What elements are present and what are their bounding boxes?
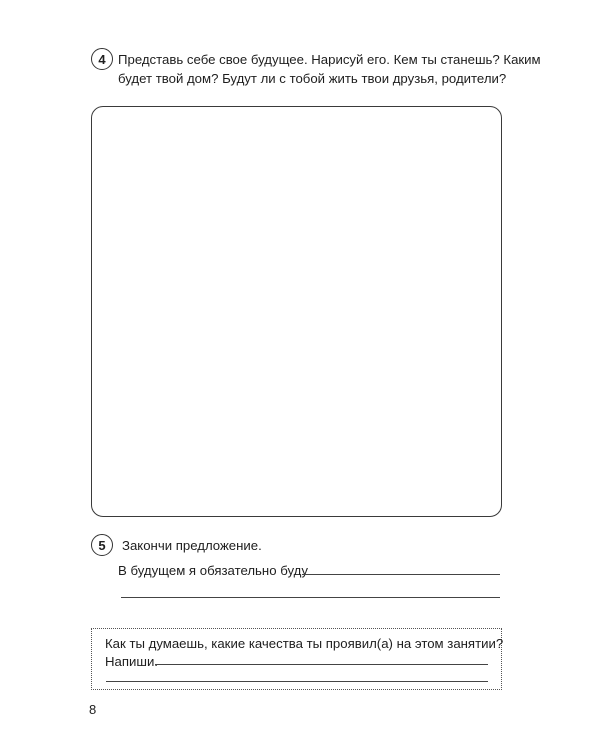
task-5-sentence-start: В будущем я обязательно буду [118, 563, 308, 578]
task-number-5: 5 [91, 534, 113, 556]
task-4-text-line-2: будет твой дом? Будут ли с тобой жить твои друзья, родители? [118, 71, 507, 86]
page-number: 8 [89, 702, 97, 717]
reflection-prompt: Напиши. [105, 654, 158, 669]
answer-line-2[interactable] [121, 597, 500, 598]
drawing-area[interactable] [91, 106, 502, 517]
answer-line-1[interactable] [302, 574, 500, 575]
reflection-answer-line-2[interactable] [106, 681, 488, 682]
task-number-4: 4 [91, 48, 113, 70]
reflection-answer-line-1[interactable] [155, 664, 488, 665]
task-5-instruction: Закончи предложение. [122, 538, 262, 553]
reflection-question: Как ты думаешь, какие качества ты проявил(а) на этом занятии? [105, 636, 504, 651]
task-4-text-line-1: Представь себе свое будущее. Нарисуй его. Кем ты станешь? Каким [118, 52, 541, 67]
